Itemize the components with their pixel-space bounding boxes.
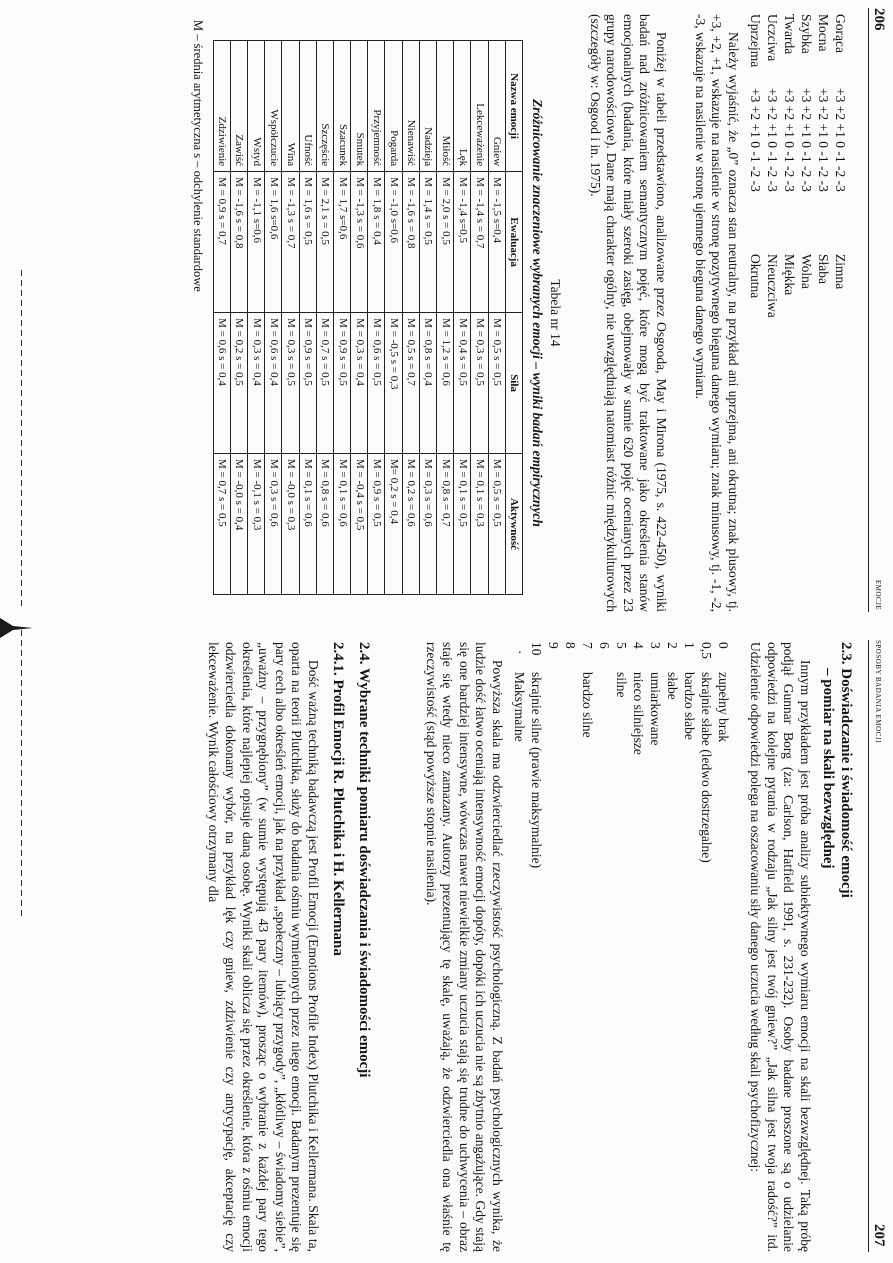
scale-item-label: umiarkowane — [648, 672, 663, 746]
activity-value: M = 0,9 s = 0,5 — [368, 454, 385, 595]
emotion-name: Współczucie — [265, 41, 282, 172]
paragraph-zero-meaning: Należy wyjaśnić, że „0” oznacza stan neutralny, na przykład ani uprzejma, ani okrutna; znak plusowy, tj. +3, +2, +1, wskazuje na nasilenie w stronę pozytywnego bieguna danego wymiaru; znak minusowy, tj. -1, -2, -3, wskazuje na nasilenie w stronę ujemnego bieguna danego wymiaru. — [692, 14, 741, 612]
evaluation-value: M = -1,6 s = 0,8 — [230, 172, 247, 313]
evaluation-value: M = -1,1 s=0,6 — [248, 172, 265, 313]
potency-value: M = 0,9 s = 0,5 — [333, 313, 350, 454]
table-row — [265, 41, 282, 595]
table-row — [368, 41, 385, 595]
potency-value: M = -0,5 s = 0,3 — [385, 313, 402, 454]
scale-item-value: 10 — [529, 642, 544, 656]
emotion-name: Miłość — [437, 41, 454, 172]
potency-value: M = 0,2 s = 0,5 — [230, 313, 247, 454]
table-row — [402, 41, 419, 595]
section-heading-2-4-1: 2.4.1. Profil Emocji R. Plutchika i H. Kellermana — [330, 642, 346, 956]
running-head: EMOCJE — [874, 580, 882, 611]
scale-left-pole: Uprzejma — [748, 14, 763, 68]
emotion-name: Gniew — [488, 41, 505, 172]
table-row — [385, 41, 402, 595]
potency-value: M = 0,5 s = 0,7 — [402, 313, 419, 454]
emotion-name: Nienawiść — [402, 41, 419, 172]
scale-item-label: zupełny brak — [716, 672, 731, 743]
scale-left-pole: Szybka — [799, 14, 814, 54]
header-rule — [868, 640, 869, 1252]
table-row — [299, 41, 316, 595]
activity-value: M= 0,2 s = 0,4 — [385, 454, 402, 595]
scale-item-label: bardzo słabe — [682, 672, 697, 740]
potency-value: M = 0,9 s = 0,5 — [299, 313, 316, 454]
scale-item-value: 2 — [665, 642, 680, 649]
page-number: 206 — [871, 8, 887, 31]
emotion-name: Szczęście — [316, 41, 333, 172]
activity-value: M = 0,1 s = 0,6 — [333, 454, 350, 595]
scale-item-value: 9 — [546, 642, 561, 649]
scale-right-pole: Wolna — [799, 254, 814, 289]
scale-item-value: 3 — [648, 642, 663, 649]
emotion-name: Nadzieja — [419, 41, 436, 172]
paragraph-osgood: Poniżej w tabeli przedstawiono, analizowane przez Osgooda, May i Mirona (1975, s. 422-450), wyniki badań nad zróżnicowaniem semantycznym pojęć, które mogą być traktowane jako określenia stanów emocjonalnych (badania, które miały szeroki zasięg, obejmowały w sumie 620 pojęć ocenianych przez 23 grupy narodowościowe). Dane mają charakter ogólny, nie uwzględniają natomiast różnic międzykulturowych (szczegóły w: Osgood i in. 1975). — [587, 14, 669, 612]
evaluation-value: M = -1,4 s = 0,7 — [471, 172, 488, 313]
scale-item-label: słabe — [665, 672, 680, 700]
activity-value: M = -0,1 s = 0,3 — [248, 454, 265, 595]
activity-value: M = 0,2 s = 0,6 — [402, 454, 419, 595]
scale-item-value: · — [512, 650, 527, 655]
paragraph-scale-reality: Powyższa skala ma odzwierciedlać rzeczywistość psychologiczną. Z badań psychologicznych wynika, że ludzie dość łatwo oceniają intensywność emocji dopóty, dopóki ich uczucia nie są zbytnio angażujące. Gdy stają się one bardziej intensywne, wówczas nawet niewielkie zmiany uczucia stają się trudne do uchwycenia – obraz staje się wtedy nieco zamazany. Autorzy prezentujący tę skalę, uważają, że odzwierciedla ona właśnie tę rzeczywistość (stąd powyższe stopnie nasilenia). — [423, 642, 505, 1252]
scale-item-label: silne — [614, 672, 629, 698]
scale-values: +3 +2 +1 0 -1 -2 -3 — [765, 88, 780, 192]
section-heading-2-3: 2.3. Doświadczanie i świadomość emocji — [838, 642, 854, 898]
scale-item-value: 7 — [580, 642, 595, 649]
scale-right-pole: Okrutna — [748, 254, 763, 299]
scale-values: +3 +2 +1 0 -1 -2 -3 — [816, 88, 831, 192]
activity-value: M = 0,8 s = 0,6 — [316, 454, 333, 595]
emotion-name: Lęk — [454, 41, 471, 172]
evaluation-value: M = -1,0 s=0,6 — [385, 172, 402, 313]
potency-value: M = 1,2 s = 0,6 — [437, 313, 454, 454]
activity-value: M = 0,3 s = 0,6 — [265, 454, 282, 595]
evaluation-value: M = 1,6 s=0,6 — [265, 172, 282, 313]
emotion-name: Wina — [282, 41, 299, 172]
section-heading-2-4: 2.4. Wybrane techniki pomiaru doświadczania i świadomości emocji — [356, 642, 372, 1078]
header-potency: Siła — [505, 313, 522, 454]
activity-value: M = -0,0 s = 0,3 — [282, 454, 299, 595]
activity-value: M = -0,4 s = 0,5 — [351, 454, 368, 595]
scale-left-pole: Uczciwa — [765, 14, 780, 62]
table-row — [230, 41, 247, 595]
evaluation-value: M = -1,4 s=0,5 — [454, 172, 471, 313]
scale-item-value: 1 — [682, 642, 697, 649]
activity-value: M = 0,1 s = 0,3 — [471, 454, 488, 595]
potency-value: M = 0,6 s = 0,4 — [213, 313, 230, 454]
table-title: Zróżnicowanie znaczeniowe wybranych emocji – wyniki badań empirycznych — [530, 99, 545, 527]
table-row — [316, 41, 333, 595]
scale-left-pole: Twarda — [782, 14, 797, 55]
emotion-name: Przyjemność — [368, 41, 385, 172]
emotion-name: Szacunek — [333, 41, 350, 172]
scale-right-pole: Słaba — [816, 254, 831, 284]
scale-item-value: 5 — [614, 642, 629, 649]
header-emotion-name: Nazwa emocji — [505, 41, 522, 172]
scale-item-label: skrajnie słabe (ledwo dostrzegalne) — [699, 672, 714, 863]
emotion-name: Pogarda — [385, 41, 402, 172]
table-footnote: M – średnia arytmetyczna s – odchylenie standardowe — [191, 20, 205, 292]
table-row — [437, 41, 454, 595]
scale-row — [832, 0, 849, 520]
scale-item-value: 8 — [563, 642, 578, 649]
potency-value: M = 0,8 s = 0,4 — [419, 313, 436, 454]
scale-row — [815, 0, 832, 520]
page-207 — [0, 640, 893, 1263]
table-row — [248, 41, 265, 595]
evaluation-value: M = 2,0 s = 0,5 — [437, 172, 454, 313]
table-header-row — [505, 41, 522, 595]
header-activity: Aktywność — [505, 454, 522, 595]
paragraph-borg-scale: Innym przykładem jest próba analizy subiektywnego wymiaru emocji na skali bezwzględnej. Taką próbę podjął Gunnar Borg (za: Carlson, Hatfield 1991, s. 231-232). Osoby badane proszone są o udzielanie odpowiedzi na kolejne pytania w rodzaju „Jak silny jest twój gniew?” „Jak silna jest twoja radość?” itd. Udzielenie odpowiedzi polega na oszacowaniu siły danego uczucia według skali psychofizycznej: — [748, 642, 813, 1252]
emotion-name: Smutek — [351, 41, 368, 172]
scale-item-label: nieco silniejsze — [631, 672, 646, 755]
emotion-name: Lekceważenie — [471, 41, 488, 172]
scale-row — [764, 0, 781, 520]
gutter-dashed-line — [21, 270, 22, 610]
evaluation-value: M = 1,6 s = 0,5 — [299, 172, 316, 313]
scale-row — [798, 0, 815, 520]
evaluation-value: M = 0,9 s = 0,7 — [213, 172, 230, 313]
scale-left-pole: Mocna — [816, 14, 831, 52]
evaluation-value: M = 1,7 s=0,6 — [333, 172, 350, 313]
scale-left-pole: Gorąca — [833, 14, 848, 53]
evaluation-value: M = 1,4 s = 0,5 — [419, 172, 436, 313]
activity-value: M = 0,1 s = 0,6 — [299, 454, 316, 595]
section-heading-2-3-subtitle: – pomiar na skali bezwzględnej — [820, 668, 836, 869]
potency-value: M = 0,7 s = 0,5 — [316, 313, 333, 454]
evaluation-value: M = -1,6 s = 0,8 — [402, 172, 419, 313]
scale-right-pole: Zimna — [833, 254, 848, 290]
table-row — [333, 41, 350, 595]
scale-values: +3 +2 +1 0 -1 -2 -3 — [833, 88, 848, 192]
table-row — [351, 41, 368, 595]
header-evaluation: Ewaluacja — [505, 172, 522, 313]
scale-values: +3 +2 +1 0 -1 -2 -3 — [782, 88, 797, 192]
scale-right-pole: Miękka — [782, 254, 797, 296]
emotion-name: Wstyd — [248, 41, 265, 172]
table-row — [213, 41, 230, 595]
potency-value: M = 0,5 s = 0,5 — [488, 313, 505, 454]
table-row — [454, 41, 471, 595]
scale-item-label: bardzo silne — [580, 672, 595, 738]
activity-value: M = 0,7 s = 0,5 — [213, 454, 230, 595]
page-number: 207 — [871, 1224, 887, 1247]
table-label: Tabela nr 14 — [548, 279, 563, 347]
evaluation-value: M = 2,1 s = 0,5 — [316, 172, 333, 313]
evaluation-value: M = -1,5 s=0,4 — [488, 172, 505, 313]
evaluation-value: M = -1,3 s = 0,7 — [282, 172, 299, 313]
emotion-name: Zdziwienie — [213, 41, 230, 172]
potency-value: M = 0,6 s = 0,4 — [265, 313, 282, 454]
scale-item-value: 4 — [631, 642, 646, 649]
potency-value: M = 0,4 s = 0,5 — [454, 313, 471, 454]
activity-value: M = -0,0 s = 0,4 — [230, 454, 247, 595]
scale-values: +3 +2 +1 0 -1 -2 -3 — [748, 88, 763, 192]
scale-item-value: 0 — [716, 642, 731, 649]
activity-value: M = 0,3 s = 0,6 — [419, 454, 436, 595]
scale-item-value: 6 — [597, 642, 612, 649]
paragraph-plutchik-profile: Dość ważną techniką badawczą jest Profil Emocji (Emotions Profile Index) Plutchika i Kellermana. Skala ta, oparta na teorii Plutchika, służy do badania ośmiu wymienionych przez niego emocji. Badanym prezentuje się pary cech albo określeń emocji, jak na przykład „społeczny – lubiący przygody”, „kłótliwy – świadomy siebie”, „uważny – przygnębiony” (w sumie występują 43 pary itemów), prosząc o wybranie z każdej pary tego określenia, które najlepiej opisuje daną osobę. Wyniki skali oblicza się przez określenie, która z ośmiu emocji odzwierciedla dokonany wybór, na przykład lęk czy gniew, zdziwienie czy antycypację, akceptację czy lekceważenie. Wynik całościowy otrzymany dla — [206, 642, 321, 1252]
table-row — [282, 41, 299, 595]
emotion-name: Ufność — [299, 41, 316, 172]
scale-values: +3 +2 +1 0 -1 -2 -3 — [799, 88, 814, 192]
potency-value: M = 0,3 s = 0,4 — [351, 313, 368, 454]
potency-value: M = 0,3 s = 0,4 — [248, 313, 265, 454]
table-row — [488, 41, 505, 595]
scale-item-label: skrajnie silne (prawie maksymalnie) — [529, 672, 544, 869]
page-206 — [0, 0, 893, 620]
scale-row — [747, 0, 764, 520]
evaluation-value: M = 1,8 s = 0,4 — [368, 172, 385, 313]
scale-right-pole: Nieuczciwa — [765, 254, 780, 318]
emotion-name: Zawiść — [230, 41, 247, 172]
potency-value: M = 0,3 s = 0,5 — [471, 313, 488, 454]
binding-pin-icon — [0, 616, 33, 640]
potency-value: M = 0,6 s = 0,5 — [368, 313, 385, 454]
scale-row — [781, 0, 798, 520]
scale-item-label: Maksymalne — [512, 672, 527, 742]
header-rule — [868, 8, 869, 612]
evaluation-value: M = -1,3 s = 0,6 — [351, 172, 368, 313]
running-head: SPOSOBY BADANIA EMOCJI — [874, 640, 882, 743]
scale-item-value: 0,5 — [699, 642, 714, 659]
activity-value: M = 0,5 s = 0,5 — [488, 454, 505, 595]
potency-value: M = 0,3 s = 0,5 — [282, 313, 299, 454]
emotion-table — [213, 40, 523, 595]
activity-value: M = 0,8 s = 0,7 — [437, 454, 454, 595]
table-row — [471, 41, 488, 595]
table-row — [419, 41, 436, 595]
activity-value: M = 0,1 s = 0,5 — [454, 454, 471, 595]
